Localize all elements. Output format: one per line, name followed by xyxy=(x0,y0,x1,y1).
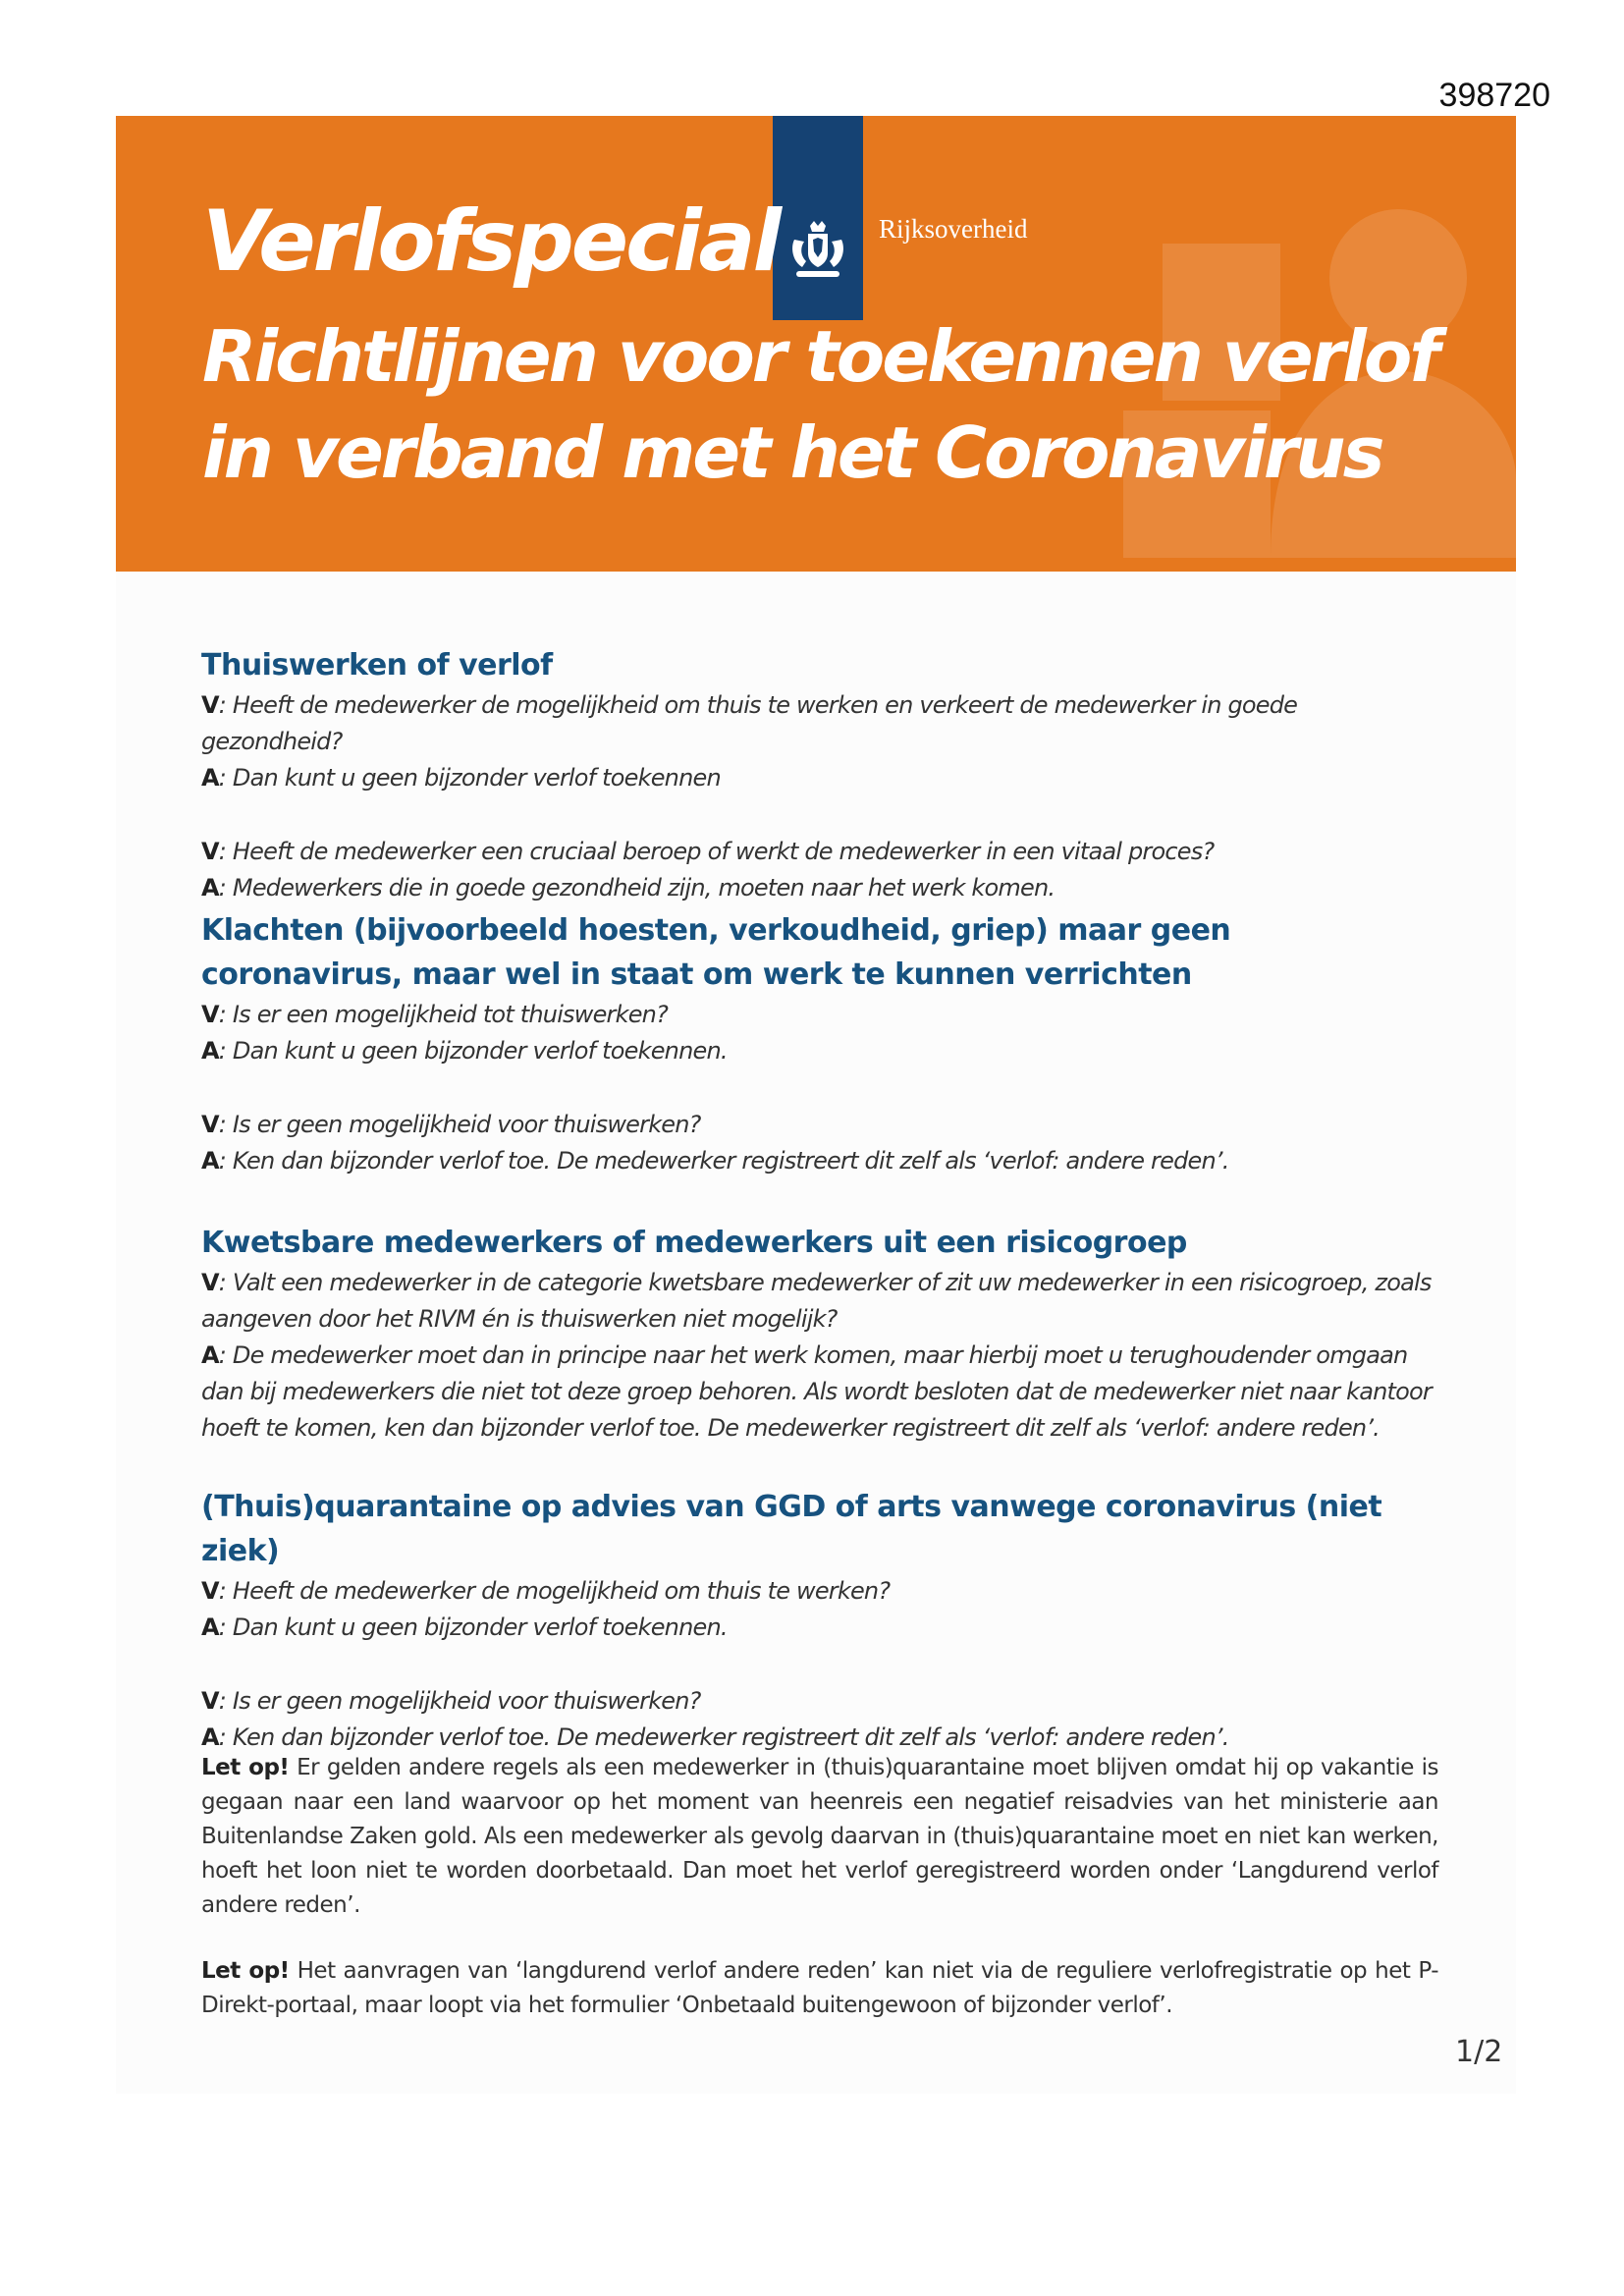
section-title: (Thuis)quarantaine op advies van GGD of arts vanwege coronavirus (niet ziek) xyxy=(201,1490,1382,1568)
section-thuisquarantaine xyxy=(201,1485,1438,1756)
section-title: Thuiswerken of verlof xyxy=(201,648,553,683)
document-id: 398720 xyxy=(1438,77,1550,114)
question: V: Heeft de medewerker de mogelijkheid om thuis te werken? xyxy=(201,1577,891,1605)
section-kwetsbare-medewerkers xyxy=(201,1221,1438,1447)
answer-text: Dan kunt u geen bijzonder verlof toekennen. xyxy=(232,1613,728,1641)
answer-text: De medewerker moet dan in principe naar het werk komen, maar hierbij moet u terughoudender omgaan dan bij medewerkers die niet tot deze groep behoren. Als wordt besloten dat de medewerker niet naar kantoor hoeft te komen, ken dan bijzonder verlof toe. De medewerker registreert dit zelf als ‘verlof: andere reden’. xyxy=(201,1341,1432,1442)
note-paragraph xyxy=(201,1751,1438,1923)
answer-label: A xyxy=(201,1341,219,1369)
header-banner xyxy=(116,116,1516,572)
answer-label: A xyxy=(201,1037,219,1065)
question-text: Heeft de medewerker de mogelijkheid om thuis te werken? xyxy=(232,1577,891,1605)
answer: A: Ken dan bijzonder verlof toe. De medewerker registreert dit zelf als ‘verlof: andere reden’. xyxy=(201,1723,1229,1751)
question-label: V xyxy=(201,1269,219,1296)
answer-text: Dan kunt u geen bijzonder verlof toekennen. xyxy=(232,1037,728,1065)
answer: A: De medewerker moet dan in principe naar het werk komen, maar hierbij moet u terughoudender omgaan dan bij medewerkers die niet tot deze groep behoren. Als wordt besloten dat de medewerker niet naar kantoor hoeft te komen, ken dan bijzonder verlof toe. De medewerker registreert dit zelf als ‘verlof: andere reden’. xyxy=(201,1341,1432,1442)
note-label: Let op! xyxy=(201,1958,290,1984)
coat-of-arms-icon xyxy=(785,218,851,285)
answer-label: A xyxy=(201,764,219,792)
section-klachten xyxy=(201,908,1419,1179)
question: V: Is er geen mogelijkheid voor thuiswerken? xyxy=(201,1687,701,1715)
page-number: 1/2 xyxy=(1455,2035,1503,2069)
logo-block xyxy=(773,116,863,320)
answer: A: Dan kunt u geen bijzonder verlof toekennen xyxy=(201,764,721,792)
question-label: V xyxy=(201,1111,219,1138)
question-text: Is er geen mogelijkheid voor thuiswerken? xyxy=(232,1111,701,1138)
question-label: V xyxy=(201,691,219,719)
answer-text: Medewerkers die in goede gezondheid zijn, moeten naar het werk komen. xyxy=(232,874,1056,902)
section-title: Klachten (bijvoorbeeld hoesten, verkoudheid, griep) maar geen coronavirus, maar wel in staat om werk te kunnen verrichten xyxy=(201,913,1231,992)
answer-label: A xyxy=(201,1613,219,1641)
question-text: Is er geen mogelijkheid voor thuiswerken? xyxy=(232,1687,701,1715)
question-text: Valt een medewerker in de categorie kwetsbare medewerker of zit uw medewerker in een risicogroep, zoals aangeven door het RIVM én is thuiswerken niet mogelijk? xyxy=(201,1269,1432,1333)
answer-label: A xyxy=(201,1723,219,1751)
note-text: Er gelden andere regels als een medewerker in (thuis)quarantaine moet blijven omdat hij op vakantie is gegaan naar een land waarvoor op het moment van heenreis een negatief reisadvies van het ministerie aan Buitenlandse Zaken gold. Als een medewerker als gevolg daarvan in (thuis)quarantaine moet en niet kan werken, hoeft het loon niet te worden doorbetaald. Dan moet het verlof geregistreerd worden onder ‘Langdurend verlof andere reden’. xyxy=(201,1755,1438,1918)
question: V: Valt een medewerker in de categorie kwetsbare medewerker of zit uw medewerker in een risicogroep, zoals aangeven door het RIVM én is thuiswerken niet mogelijk? xyxy=(201,1269,1432,1333)
question: V: Heeft de medewerker een cruciaal beroep of werkt de medewerker in een vitaal proces? xyxy=(201,838,1215,865)
section-title: Kwetsbare medewerkers of medewerkers uit een risicogroep xyxy=(201,1226,1187,1260)
answer-text: Ken dan bijzonder verlof toe. De medewerker registreert dit zelf als ‘verlof: andere reden’. xyxy=(232,1723,1229,1751)
answer: A: Dan kunt u geen bijzonder verlof toekennen. xyxy=(201,1613,728,1641)
page-title: Verlofspecial xyxy=(202,192,780,291)
answer-text: Ken dan bijzonder verlof toe. De medewerker registreert dit zelf als ‘verlof: andere reden’. xyxy=(232,1147,1229,1175)
question-label: V xyxy=(201,838,219,865)
note-text: Het aanvragen van ‘langdurend verlof andere reden’ kan niet via de reguliere verlofregistratie op het P-Direkt-portaal, maar loopt via het formulier ‘Onbetaald buitengewoon of bijzonder verlof’. xyxy=(201,1958,1438,2018)
note-label: Let op! xyxy=(201,1755,290,1780)
answer-label: A xyxy=(201,874,219,902)
answer: A: Dan kunt u geen bijzonder verlof toekennen. xyxy=(201,1037,728,1065)
question: V: Is er een mogelijkheid tot thuiswerken? xyxy=(201,1001,669,1028)
question-label: V xyxy=(201,1001,219,1028)
question-text: Heeft de medewerker de mogelijkheid om thuis te werken en verkeert de medewerker in goede gezondheid? xyxy=(201,691,1298,755)
question-label: V xyxy=(201,1577,219,1605)
note-paragraph xyxy=(201,1954,1438,2023)
question-label: V xyxy=(201,1687,219,1715)
question: V: Is er geen mogelijkheid voor thuiswerken? xyxy=(201,1111,701,1138)
answer: A: Ken dan bijzonder verlof toe. De medewerker registreert dit zelf als ‘verlof: andere reden’. xyxy=(201,1147,1229,1175)
answer-label: A xyxy=(201,1147,219,1175)
answer-text: Dan kunt u geen bijzonder verlof toekennen xyxy=(232,764,721,792)
question: V: Heeft de medewerker de mogelijkheid om thuis te werken en verkeert de medewerker in goede gezondheid? xyxy=(201,691,1298,755)
answer: A: Medewerkers die in goede gezondheid zijn, moeten naar het werk komen. xyxy=(201,874,1056,902)
question-text: Heeft de medewerker een cruciaal beroep of werkt de medewerker in een vitaal proces? xyxy=(232,838,1215,865)
section-thuiswerken xyxy=(201,643,1438,906)
page-subtitle: Richtlijnen voor toekennen verlof in verband met het Coronavirus xyxy=(202,315,1437,494)
logo-text: Rijksoverheid xyxy=(879,214,1028,244)
question-text: Is er een mogelijkheid tot thuiswerken? xyxy=(232,1001,669,1028)
